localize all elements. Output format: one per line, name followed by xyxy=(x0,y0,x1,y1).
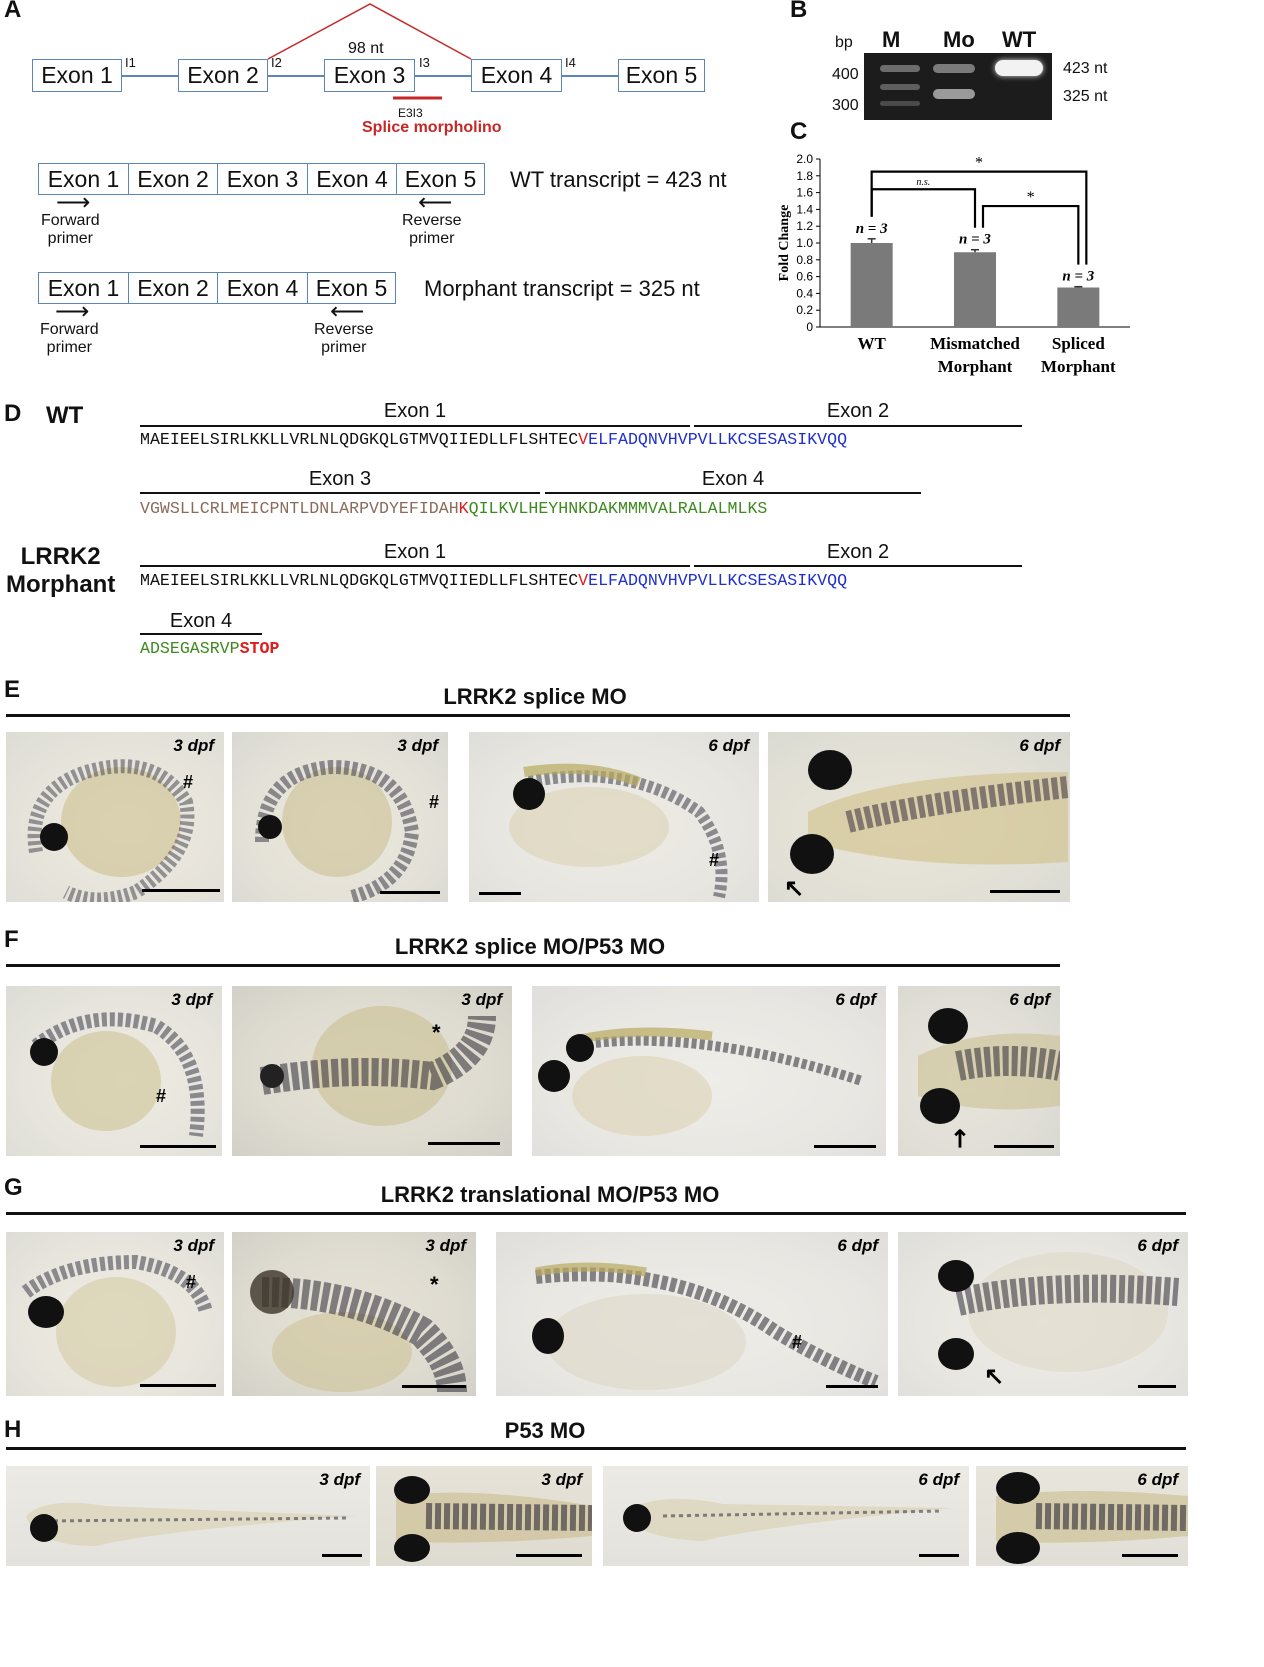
stage-label: 3 dpf xyxy=(173,1236,214,1255)
intron-label: I4 xyxy=(565,55,576,70)
splice-skip-lines xyxy=(0,0,720,140)
exon-box: Exon 3 xyxy=(324,59,415,92)
intron-label: I2 xyxy=(271,55,282,70)
embryo-photo xyxy=(6,1232,224,1396)
significance-label: n.s. xyxy=(916,177,931,189)
exon2-label: Exon 2 xyxy=(826,400,890,422)
significance-bracket xyxy=(872,172,1087,265)
n-label: n = 3 xyxy=(1062,268,1095,285)
mo-site-label: E3I3 xyxy=(398,106,423,120)
exon-box: Exon 2 xyxy=(128,272,217,304)
stage-label: 6 dpf xyxy=(835,990,876,1009)
embryo-photo xyxy=(232,1232,476,1396)
stage-label: 3 dpf xyxy=(397,736,438,755)
eye-defect-arrow: ↖ xyxy=(943,1121,977,1156)
scale-bar xyxy=(479,892,521,895)
morphant-transcript-label: Morphant transcript = 325 nt xyxy=(424,276,700,301)
scale-bar xyxy=(990,890,1060,893)
panel-label-h: H xyxy=(4,1416,22,1443)
y-tick-label: 2.0 xyxy=(796,152,813,166)
stage-label: 3 dpf xyxy=(319,1470,360,1489)
scale-bar xyxy=(140,1145,216,1148)
exon-box: Exon 4 xyxy=(217,272,307,304)
band-size-label: 325 nt xyxy=(1063,88,1108,105)
wt-sequence-label: WT xyxy=(46,402,84,429)
y-tick-label: 0.8 xyxy=(796,252,813,267)
exon3-label: Exon 3 xyxy=(308,468,372,490)
tail-defect-mark: # xyxy=(429,792,440,812)
embryo-photo xyxy=(768,732,1070,902)
ladder-label: 400 xyxy=(832,66,859,83)
embryo-photo xyxy=(376,1466,592,1566)
scale-bar xyxy=(1122,1554,1178,1557)
scale-bar xyxy=(919,1554,959,1557)
morphant-seq-line2: ADSEGASRVPSTOP xyxy=(140,639,280,658)
panel-h-title: P53 MO xyxy=(504,1418,586,1443)
fold-change-chart xyxy=(770,145,1140,385)
band-size-label: 423 nt xyxy=(1063,60,1108,77)
exon-box: Exon 3 xyxy=(217,163,307,195)
morphant-sequence-label: LRRK2 Morphant xyxy=(6,543,116,598)
y-tick-label: 1.0 xyxy=(796,236,813,250)
wt-transcript-label: WT transcript = 423 nt xyxy=(510,167,727,192)
y-tick-label: 1.2 xyxy=(796,219,813,234)
category-label: WT xyxy=(857,334,886,353)
exon2-bar xyxy=(694,565,1022,567)
forward-primer-arrow: ⟶ xyxy=(55,298,90,325)
exon-box: Exon 5 xyxy=(618,59,705,92)
panel-label-b: B xyxy=(790,0,808,23)
y-tick-label: 1.8 xyxy=(796,168,813,183)
forward-primer-label: Forward primer xyxy=(41,212,100,247)
y-tick-label: 0 xyxy=(806,320,813,334)
panel-g-rule xyxy=(6,1212,1186,1215)
embryo-photo xyxy=(496,1232,888,1396)
scale-bar xyxy=(994,1145,1054,1148)
stage-label: 3 dpf xyxy=(173,736,214,755)
category-label: Spliced xyxy=(1051,334,1105,353)
significance-label: * xyxy=(1026,189,1035,207)
embryo-photo xyxy=(976,1466,1188,1566)
n-label: n = 3 xyxy=(855,220,888,237)
panel-f-title: LRRK2 splice MO/P53 MO xyxy=(394,934,666,959)
exon-box: Exon 4 xyxy=(307,163,396,195)
wt-band-423 xyxy=(995,60,1043,76)
wt-seq-line2: VGWSLLCRLMEICPNTLDNLARPVDYEFIDAHKQILKVLHEYHNKDAKMMMVALRALALMLKS xyxy=(140,499,768,518)
stage-label: 6 dpf xyxy=(1137,1236,1178,1255)
stage-label: 6 dpf xyxy=(837,1236,878,1255)
intron-label: I3 xyxy=(419,55,430,70)
scale-bar xyxy=(1138,1385,1176,1388)
tail-defect-mark: # xyxy=(792,1332,803,1352)
y-tick-label: 1.4 xyxy=(796,202,813,217)
embryo-photo xyxy=(6,986,222,1156)
bp-label: bp xyxy=(835,34,853,51)
y-tick-label: 0.6 xyxy=(796,269,813,284)
panel-label-e: E xyxy=(4,676,21,703)
lane-label: Mo xyxy=(943,27,975,52)
scale-bar xyxy=(814,1145,876,1148)
exon-box: Exon 1 xyxy=(32,59,122,92)
forward-primer-arrow: ⟶ xyxy=(56,189,91,216)
ladder-band xyxy=(880,84,920,90)
n-label: n = 3 xyxy=(959,231,991,248)
exon4-bar xyxy=(545,492,921,494)
exon-box: Exon 1 xyxy=(38,272,128,304)
scale-bar xyxy=(402,1385,466,1388)
curved-tail-mark: * xyxy=(430,1272,439,1297)
reverse-primer-arrow: ⟵ xyxy=(418,189,453,216)
lane-label: WT xyxy=(1002,27,1037,52)
panel-label-c: C xyxy=(790,118,808,145)
y-tick-label: 1.6 xyxy=(796,185,813,200)
tail-defect-mark: # xyxy=(156,1086,167,1106)
embryo-photo xyxy=(6,1466,370,1566)
exon1-bar xyxy=(140,565,690,567)
bar xyxy=(954,252,996,327)
mo-band-423 xyxy=(933,64,975,73)
tail-defect-mark: # xyxy=(709,850,720,870)
category-label: Morphant xyxy=(1041,357,1116,376)
exon-box: Exon 2 xyxy=(128,163,217,195)
exon1-bar xyxy=(140,425,690,427)
ladder-band xyxy=(880,101,920,106)
exon4-label: Exon 4 xyxy=(169,610,233,632)
stage-label: 3 dpf xyxy=(425,1236,466,1255)
exon2-bar xyxy=(694,425,1022,427)
scale-bar xyxy=(380,891,440,894)
significance-bracket xyxy=(983,206,1078,265)
embryo-photo xyxy=(232,732,448,902)
stage-label: 6 dpf xyxy=(918,1470,959,1489)
scale-bar xyxy=(142,889,220,892)
stage-label: 3 dpf xyxy=(461,990,502,1009)
y-tick-label: 0.4 xyxy=(796,286,813,301)
reverse-primer-label: Reverse primer xyxy=(314,321,374,356)
reverse-primer-label: Reverse primer xyxy=(402,212,462,247)
stage-label: 3 dpf xyxy=(541,1470,582,1489)
curved-tail-mark: * xyxy=(432,1020,441,1045)
exon1-label: Exon 1 xyxy=(383,541,447,563)
tail-defect-mark: # xyxy=(183,772,194,792)
y-tick-label: 0.2 xyxy=(796,303,813,318)
significance-label: * xyxy=(975,154,983,172)
exon2-label: Exon 2 xyxy=(826,541,890,563)
bar xyxy=(1057,288,1099,327)
stage-label: 6 dpf xyxy=(708,736,749,755)
lane-label: M xyxy=(882,27,901,52)
panel-f-rule xyxy=(6,964,1060,967)
intron-label: I1 xyxy=(125,55,136,70)
category-label: Morphant xyxy=(937,357,1013,376)
exon-box: Exon 2 xyxy=(178,59,268,92)
category-label: Mismatched xyxy=(930,334,1020,353)
exon4-label: Exon 4 xyxy=(701,468,765,490)
y-axis-label: Fold Change xyxy=(777,204,792,282)
exon-box: Exon 5 xyxy=(307,272,396,304)
splice-morpholino-label: Splice morpholino xyxy=(362,119,502,136)
exon4-bar xyxy=(140,633,262,635)
scale-bar xyxy=(516,1554,582,1557)
exon-box: Exon 5 xyxy=(396,163,485,195)
embryo-photo xyxy=(469,732,759,902)
stage-label: 6 dpf xyxy=(1019,736,1060,755)
panel-e-rule xyxy=(6,714,1070,717)
scale-bar xyxy=(322,1554,362,1557)
exon-box: Exon 4 xyxy=(471,59,562,92)
mo-band-325 xyxy=(933,89,975,99)
panel-label-g: G xyxy=(4,1174,23,1201)
scale-bar xyxy=(140,1384,216,1387)
stage-label: 6 dpf xyxy=(1009,990,1050,1009)
panel-label-d: D xyxy=(4,400,22,427)
stage-label: 6 dpf xyxy=(1137,1470,1178,1489)
embryo-photo xyxy=(603,1466,969,1566)
eye-defect-arrow: ↖ xyxy=(984,1363,1005,1390)
eye-defect-arrow: ↖ xyxy=(784,875,805,902)
scale-bar xyxy=(428,1142,500,1145)
panel-e-title: LRRK2 splice MO xyxy=(443,684,627,709)
exon3-size-label: 98 nt xyxy=(348,40,384,57)
scale-bar xyxy=(826,1385,878,1388)
embryo-photo xyxy=(898,986,1060,1156)
stage-label: 3 dpf xyxy=(171,990,212,1009)
embryo-photo xyxy=(898,1232,1188,1396)
panel-g-title: LRRK2 translational MO/P53 MO xyxy=(380,1182,720,1207)
embryo-photo xyxy=(232,986,512,1156)
wt-seq-line1: MAEIEELSIRLKKLLVRLNLQDGKQLGTMVQIIEDLLFLSHTECVELFADQNVHVPVLLKCSESASIKVQQ xyxy=(140,430,848,449)
tail-defect-mark: # xyxy=(186,1272,197,1292)
panel-label-a: A xyxy=(4,0,22,23)
bar xyxy=(851,243,893,327)
embryo-photo xyxy=(532,986,886,1156)
morphant-seq-line1: MAEIEELSIRLKKLLVRLNLQDGKQLGTMVQIIEDLLFLSHTECVELFADQNVHVPVLLKCSESASIKVQQ xyxy=(140,571,848,590)
panel-h-rule xyxy=(6,1447,1186,1450)
ladder-label: 300 xyxy=(832,97,859,114)
panel-label-f: F xyxy=(4,926,19,953)
reverse-primer-arrow: ⟵ xyxy=(330,298,365,325)
forward-primer-label: Forward primer xyxy=(40,321,99,356)
embryo-photo xyxy=(6,732,224,902)
exon3-bar xyxy=(140,492,540,494)
ladder-band xyxy=(880,65,920,72)
exon1-label: Exon 1 xyxy=(383,400,447,422)
exon-box: Exon 1 xyxy=(38,163,128,195)
